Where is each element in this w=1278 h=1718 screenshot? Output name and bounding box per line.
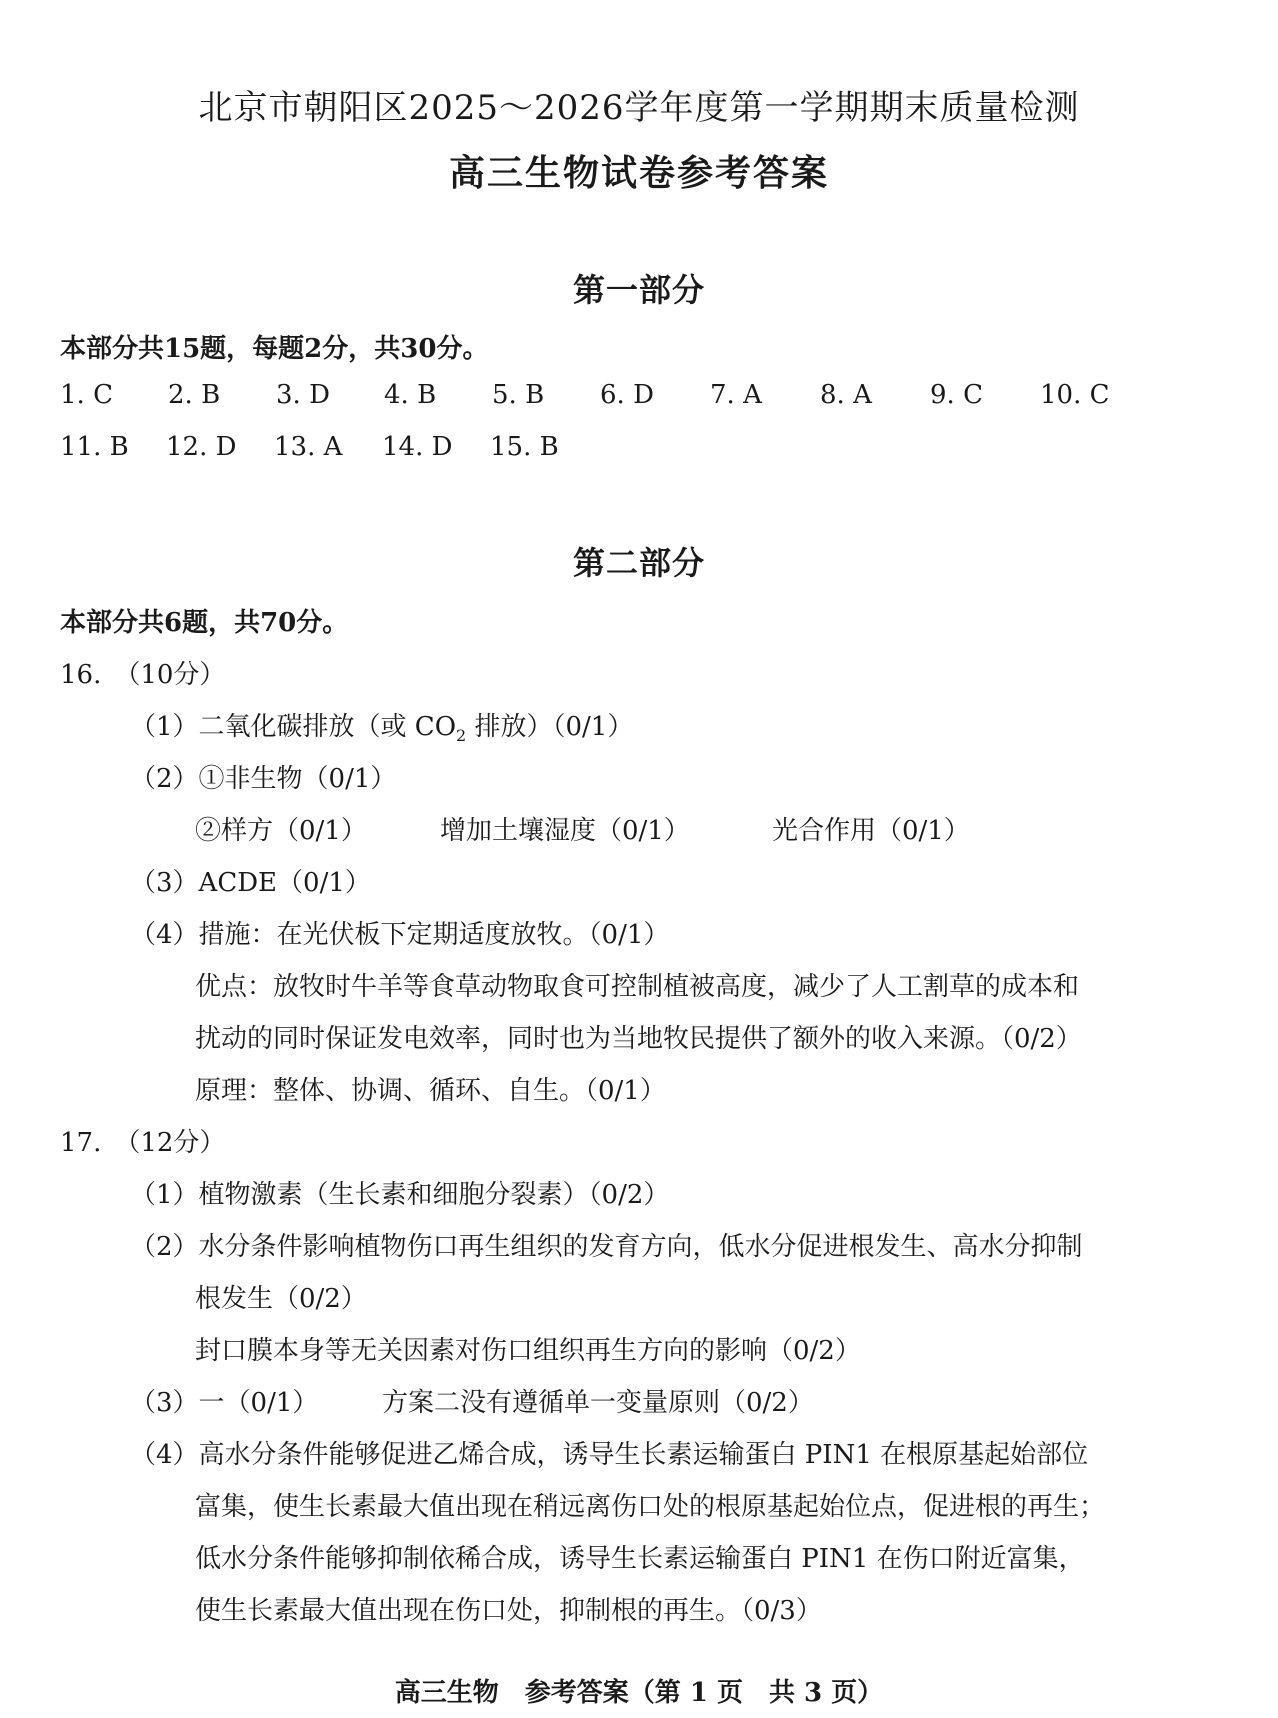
- answer-item: 5. B: [492, 380, 545, 410]
- answer-item: 15. B: [490, 432, 559, 462]
- answer-item: 14. D: [382, 432, 453, 462]
- q16-answer-1: [130, 706, 633, 745]
- q17-answer-3a: （3）一（0/1）: [130, 1388, 319, 1418]
- part1-intro: 本部分共15题，每题2分，共30分。: [60, 334, 489, 364]
- answer-item: 4. B: [384, 380, 437, 410]
- part2-intro: 本部分共6题，共70分。: [60, 608, 349, 638]
- q16-answer-3: （3）ACDE（0/1）: [130, 868, 371, 898]
- q16-answer-4-advantage: 优点：放牧时牛羊等食草动物取食可控制植被高度，减少了人工割草的成本和: [195, 972, 1080, 1002]
- q16-answer-2-1: （2）①非生物（0/1）: [130, 764, 397, 794]
- answer-item: 1. C: [60, 380, 113, 410]
- q16-answer-4-measure: （4）措施：在光伏板下定期适度放牧。（0/1）: [130, 920, 670, 950]
- q16-header: 16. （10分）: [60, 660, 226, 690]
- q16-answer-2-2b: 增加土壤湿度（0/1）: [440, 816, 690, 846]
- q17-answer-4-4: 使生长素最大值出现在伤口处，抑制根的再生。（0/3）: [195, 1596, 822, 1626]
- answer-item: 11. B: [60, 432, 129, 462]
- answer-item: 3. D: [276, 380, 330, 410]
- q17-answer-4-2: 富集，使生长素最大值出现在稍远离伤口处的根原基起始位点，促进根的再生；: [195, 1492, 1106, 1522]
- answer-item: 10. C: [1040, 380, 1110, 410]
- document-subtitle: 高三生物试卷参考答案: [448, 152, 829, 194]
- q17-answer-3b: 方案二没有遵循单一变量原则（0/2）: [382, 1388, 814, 1418]
- answer-item: 9. C: [930, 380, 983, 410]
- q16-answer-4-advantage-cont: 扰动的同时保证发电效率，同时也为当地牧民提供了额外的收入来源。（0/2）: [195, 1024, 1082, 1054]
- answer-item: 6. D: [600, 380, 654, 410]
- answer-item: 7. A: [710, 380, 762, 410]
- answer-item: 13. A: [274, 432, 343, 462]
- q16-answer-4-principle: 原理：整体、协调、循环、自生。（0/1）: [195, 1076, 666, 1106]
- answer-item: 2. B: [168, 380, 221, 410]
- q17-header: 17. （12分）: [60, 1128, 226, 1158]
- q17-answer-2-1: （2）水分条件影响植物伤口再生组织的发育方向，低水分促进根发生、高水分抑制: [130, 1232, 1083, 1262]
- co2-subscript: 2: [456, 726, 467, 746]
- q16-answer-2-2c: 光合作用（0/1）: [772, 816, 970, 846]
- document-title: 北京市朝阳区2025～2026学年度第一学期期末质量检测: [198, 88, 1080, 128]
- q16-answer-1-pre: （1）二氧化碳排放（或 CO: [130, 712, 457, 742]
- q17-answer-2-2: 根发生（0/2）: [195, 1284, 367, 1314]
- part2-heading: 第二部分: [572, 544, 705, 582]
- answer-item: 8. A: [820, 380, 872, 410]
- q17-answer-4-3: 低水分条件能够抑制依稀合成，诱导生长素运输蛋白 PIN1 在伤口附近富集，: [195, 1544, 1085, 1574]
- page-footer: 高三生物 参考答案（第 1 页 共 3 页）: [394, 1678, 884, 1708]
- q17-answer-1: （1）植物激素（生长素和细胞分裂素）（0/2）: [130, 1180, 670, 1210]
- q17-answer-2-3: 封口膜本身等无关因素对伤口组织再生方向的影响（0/2）: [195, 1336, 861, 1366]
- q16-answer-2-2a: ②样方（0/1）: [195, 816, 367, 846]
- part1-heading: 第一部分: [572, 271, 705, 309]
- answer-item: 12. D: [166, 432, 237, 462]
- q16-answer-1-post: 排放）（0/1）: [466, 712, 634, 742]
- q17-answer-4-1: （4）高水分条件能够促进乙烯合成，诱导生长素运输蛋白 PIN1 在根原基起始部位: [130, 1440, 1089, 1470]
- part1-answers-row1: [60, 380, 1110, 410]
- part1-answers-row2: [60, 432, 559, 462]
